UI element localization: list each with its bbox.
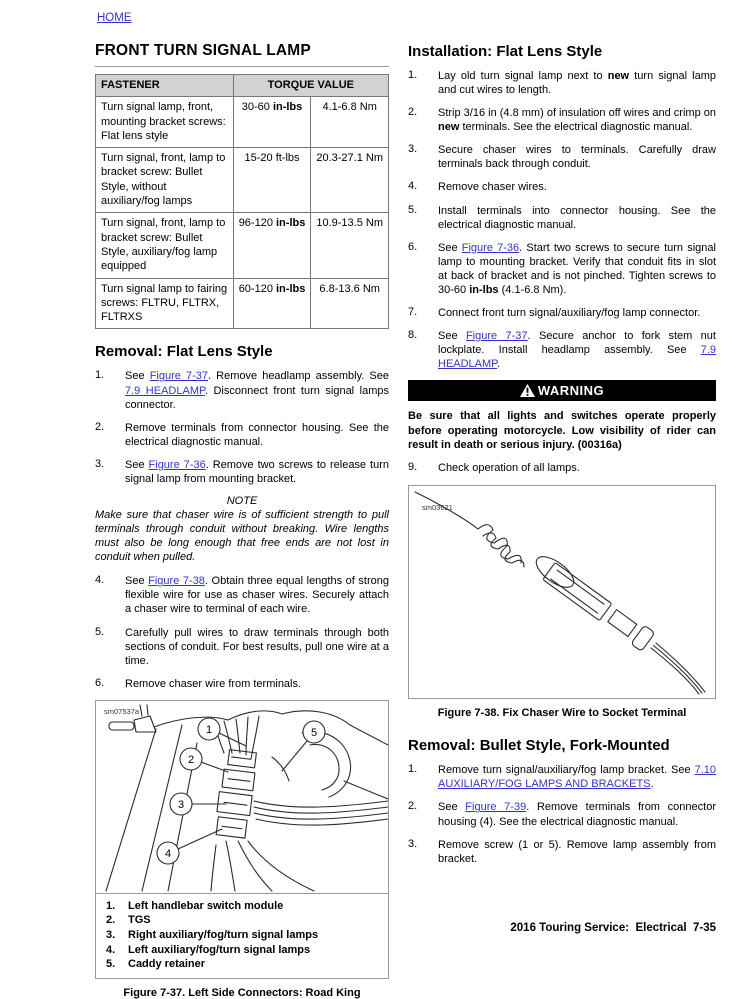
page-footer: 2016 Touring Service: Electrical 7-35 [510, 922, 716, 934]
torque-metric-cell: 10.9-13.5 Nm [311, 213, 389, 278]
table-row [96, 213, 389, 278]
torque-metric-cell: 20.3-27.1 Nm [311, 148, 389, 213]
legend-item [106, 943, 380, 958]
list-item-text: See Figure 7-37. Secure anchor to fork stem nut lockplate. Install headlamp assembly. See 7.9 HEADLAMP. [438, 330, 716, 371]
inline-link[interactable]: 7.10 AUXILIARY/FOG LAMPS AND BRACKETS [438, 764, 716, 791]
list-item-number: 8. [408, 329, 418, 342]
figure-7-37-image [96, 701, 388, 893]
list-item-text: Strip 3/16 in (4.8 mm) of insulation off wires and crimp on new terminals. See the electrical diagnostic manual. [438, 107, 716, 134]
list-item-number: 9. [408, 461, 418, 474]
list-item [408, 763, 716, 791]
list-item-text: Carefully pull wires to draw terminals through both sections of conduit. For best results, pull one wire at a time. [125, 626, 389, 667]
legend-item-text: Left handlebar switch module [128, 899, 284, 912]
removal-bullet-list [408, 763, 716, 865]
callout-2: 2 [187, 753, 195, 766]
list-item-text: Lay old turn signal lamp next to new turn signal lamp and cut wires to length. [438, 70, 716, 97]
fastener-cell: Turn signal, front, lamp to bracket screw: Bullet Style, without auxiliary/fog lamps [96, 148, 234, 213]
list-item-number: 3. [408, 143, 418, 156]
inline-link[interactable]: Figure 7-37 [465, 330, 528, 343]
figure-7-38-image [409, 486, 715, 698]
inline-link[interactable]: Figure 7-36 [461, 241, 520, 254]
right-column [408, 42, 716, 999]
torque-table-header-fastener: FASTENER [96, 75, 234, 97]
inline-link[interactable]: 7.9 HEADLAMP [438, 344, 716, 371]
list-item [408, 69, 716, 97]
torque-metric-cell: 4.1-6.8 Nm [311, 97, 389, 148]
list-item [408, 180, 716, 194]
list-item-text: Remove chaser wire from terminals. [125, 677, 302, 690]
legend-item-number: 3. [106, 929, 116, 942]
inline-link[interactable]: Figure 7-37 [149, 370, 208, 383]
fastener-cell: Turn signal lamp, front, mounting bracket screws: Flat lens style [96, 97, 234, 148]
figure-7-37 [95, 700, 389, 979]
list-item [408, 461, 716, 475]
list-item [95, 574, 389, 616]
list-item-text: See Figure 7-37. Remove headlamp assembly. See 7.9 HEADLAMP. Disconnect front turn signal lamps connector. [125, 370, 389, 411]
list-item [408, 838, 716, 866]
figure-7-38 [408, 485, 716, 699]
list-item-text: Remove chaser wires. [438, 181, 547, 194]
list-item-text: See Figure 7-36. Start two screws to secure turn signal lamp to mounting bracket. Verify that conduit fits in slot at back of bracket and is not pinched. Tighten screws to 30-60 in-lbs (4.1-6.8 Nm). [438, 241, 716, 296]
list-item [95, 369, 389, 411]
list-item [408, 241, 716, 297]
home-link[interactable]: HOME [97, 12, 132, 24]
page-title: FRONT TURN SIGNAL LAMP [95, 42, 389, 67]
inline-link[interactable]: Figure 7-39 [465, 801, 527, 814]
figure-7-37-legend [96, 893, 388, 978]
list-item-text: Check operation of all lamps. [438, 462, 580, 475]
list-item-text: Connect front turn signal/auxiliary/fog lamp connector. [438, 307, 701, 320]
torque-value-cell: 15-20 ft-lbs [233, 148, 311, 213]
list-item [95, 458, 389, 486]
list-item [408, 800, 716, 828]
list-item-text: See Figure 7-38. Obtain three equal lengths of strong flexible wire for use as chaser wires. Securely attach a chaser wire to terminal of each wire. [125, 575, 389, 616]
legend-item-text: Left auxiliary/fog/turn signal lamps [128, 943, 311, 956]
list-item-number: 7. [408, 306, 418, 319]
legend-item [106, 913, 380, 928]
torque-table-header-torque: TORQUE VALUE [233, 75, 388, 97]
legend-item-number: 5. [106, 958, 116, 971]
page-body [95, 42, 716, 999]
list-item-text: Remove screw (1 or 5). Remove lamp assembly from bracket. [438, 838, 716, 865]
list-item-text: Remove turn signal/auxiliary/fog lamp bracket. See 7.10 AUXILIARY/FOG LAMPS AND BRACKETS. [438, 764, 716, 791]
list-item-number: 6. [95, 676, 105, 689]
list-item [408, 306, 716, 320]
figure-7-37-caption: Figure 7-37. Left Side Connectors: Road King [123, 986, 361, 999]
list-item-number: 1. [408, 69, 418, 81]
list-item-number: 1. [408, 763, 418, 776]
legend-item-text: TGS [128, 914, 151, 927]
list-item-text: See Figure 7-36. Remove two screws to release turn signal lamp from mounting bracket. [125, 458, 389, 485]
note-label: NOTE [226, 495, 258, 507]
list-item-text: Install terminals into connector housing. See the electrical diagnostic manual. [438, 204, 716, 231]
list-item-number: 2. [408, 800, 418, 813]
figure-7-37-image-label: sm07537a [104, 706, 140, 716]
legend-item-number: 1. [106, 899, 116, 912]
list-item-number: 4. [95, 574, 105, 587]
inline-link[interactable]: 7.9 HEADLAMP [125, 384, 205, 397]
legend-item-text: Caddy retainer [128, 958, 206, 971]
legend-item-number: 4. [106, 943, 116, 956]
list-item-number: 5. [408, 203, 418, 216]
list-item-number: 2. [408, 106, 418, 119]
section-heading-removal-bullet: Removal: Bullet Style, Fork-Mounted [408, 737, 670, 755]
inline-link[interactable]: Figure 7-38 [148, 575, 205, 588]
list-item-number: 3. [408, 837, 418, 850]
table-row [96, 278, 389, 329]
list-item [408, 106, 716, 134]
warning-triangle-icon [520, 384, 535, 397]
callout-1: 1 [205, 723, 213, 736]
installation-flat-list-2 [408, 461, 716, 475]
legend-item-text: Right auxiliary/fog/turn signal lamps [128, 929, 319, 942]
torque-value-cell: 60-120 in-lbs [233, 278, 311, 329]
callout-5: 5 [310, 726, 318, 739]
left-column [95, 42, 389, 999]
note-text: Make sure that chaser wire is of sufficient strength to pull terminals through conduit without breaking. Wire lengths must also be long enough that free ends are not lost in conduit when pulled. [95, 509, 389, 564]
list-item-text: Remove terminals from connector housing. See the electrical diagnostic manual. [125, 421, 389, 448]
torque-value-cell: 30-60 in-lbs [233, 97, 311, 148]
list-item [95, 626, 389, 668]
list-item [408, 143, 716, 171]
table-row [96, 97, 389, 148]
warning-text: Be sure that all lights and switches operate properly before operating motorcycle. Low visibility of rider can result in death or serious injury. (00316a) [408, 410, 716, 451]
list-item-number: 2. [95, 420, 105, 433]
legend-item [106, 899, 380, 914]
callout-4: 4 [164, 847, 172, 860]
list-item [95, 421, 389, 449]
removal-flat-list [95, 369, 389, 486]
legend-item [106, 928, 380, 943]
torque-table [95, 74, 389, 329]
section-heading-installation-flat: Installation: Flat Lens Style [408, 43, 603, 60]
list-item-number: 6. [408, 240, 418, 253]
torque-metric-cell: 6.8-13.6 Nm [311, 278, 389, 329]
list-item-number: 5. [95, 625, 105, 638]
callout-3: 3 [177, 798, 185, 811]
list-item-text: Secure chaser wires to terminals. Carefully draw terminals back through conduit. [438, 144, 716, 171]
removal-flat-list-2 [95, 574, 389, 691]
installation-flat-list [408, 69, 716, 371]
figure-7-38-image-label: sm03621 [422, 503, 453, 513]
warning-banner [408, 380, 716, 401]
torque-value-cell: 96-120 in-lbs [233, 213, 311, 278]
list-item-number: 4. [408, 180, 418, 193]
figure-7-38-caption: Figure 7-38. Fix Chaser Wire to Socket Terminal [437, 707, 687, 720]
list-item [95, 677, 389, 691]
list-item-number: 3. [95, 457, 105, 470]
legend-item-number: 2. [106, 914, 116, 927]
inline-link[interactable]: Figure 7-36 [148, 458, 206, 471]
section-heading-removal-flat: Removal: Flat Lens Style [95, 343, 273, 361]
list-item [408, 204, 716, 232]
list-item [408, 329, 716, 371]
table-row [96, 148, 389, 213]
warning-label: WARNING [537, 383, 605, 399]
list-item-number: 1. [95, 369, 105, 382]
figure-7-37-callouts [157, 718, 325, 864]
fastener-cell: Turn signal, front, lamp to bracket screw: Bullet Style, auxiliary/fog lamp equipped [96, 213, 234, 278]
fastener-cell: Turn signal lamp to fairing screws: FLTRU, FLTRX, FLTRXS [96, 278, 234, 329]
legend-item [106, 957, 380, 972]
list-item-text: See Figure 7-39. Remove terminals from connector housing (4). See the electrical diagnostic manual. [438, 801, 716, 828]
